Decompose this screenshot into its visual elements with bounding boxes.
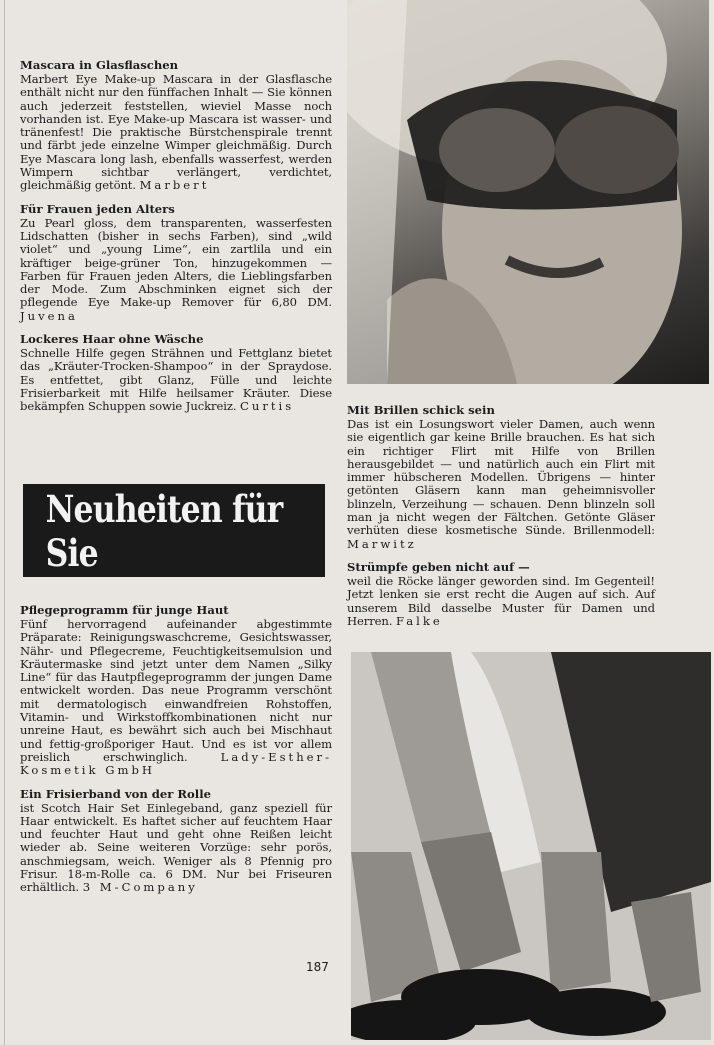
- article-title: Ein Frisierband von der Rolle: [20, 786, 211, 801]
- article-body: ist Scotch Hair Set Einlegeband, ganz speziell für Haar entwickelt. Es haftet sicher auf feuchtem Haar und feuchter Haut und geht ohne Reißen leicht wieder ab. Seine weiteren Vorzüge: sehr porös, anschmiegsam, weich. Weniger als 8 Pfennig pro Frisur. 18-m-Rolle ca. 6 DM. Nur bei Friseuren erhältlich. 3 M-Company: [20, 800, 332, 895]
- article-signature: Curtis: [240, 399, 295, 414]
- article-frauen: [20, 202, 332, 323]
- photo-illustration: [347, 0, 709, 384]
- article-body: weil die Röcke länger geworden sind. Im Gegenteil! Jetzt lenken sie erst recht die Augen auf sich. Auf unserem Bild dasselbe Muster für Damen und Herren. Falke: [347, 573, 655, 628]
- photo-woman-sunglasses: [347, 0, 709, 384]
- photo-legs-stockings: [351, 652, 711, 1040]
- article-signature: Juvena: [20, 308, 78, 323]
- article-title: Für Frauen jeden Alters: [20, 201, 175, 216]
- banner-title: Neuheiten für Sie: [45, 486, 283, 575]
- right-column: [347, 403, 655, 637]
- article-body: Das ist ein Losungswort vieler Damen, auch wenn sie eigentlich gar keine Brille brauchen. Es hat sich ein richtiger Flirt mit Hilfe von Brillen herausgebildet — und natürlich auch ein Flirt mit immer hübscheren Modellen. Übrigens — hinter getönten Gläsern kann man geheimnisvoller blinzeln, Verzeihung — schauen. Denn blinzeln soll man ja nicht wegen der Fältchen. Getönte Gläser verhüten diese kosmetische Sünde. Brillenmodell: Marwitz: [347, 417, 655, 551]
- article-title: Strümpfe geben nicht auf —: [347, 559, 530, 574]
- article-body: Schnelle Hilfe gegen Strähnen und Fettglanz bietet das „Kräuter-Trocken-Shampoo“ in der Spraydose. Es entfettet, gibt Glanz, Fülle und leichte Frisierbarkeit mit Hilfe heilsamer Kräuter. Diese bekämpfen Schuppen sowie Juckreiz. Curtis: [20, 346, 332, 414]
- article-haar: [20, 332, 332, 413]
- left-column-lower: [20, 603, 332, 904]
- page-edge: [4, 0, 5, 1045]
- article-body: Marbert Eye Make-up Mascara in der Glasflasche enthält nicht nur den fünffachen Inhalt — Sie können auch jederzeit feststellen, wieviel Masse noch vorhanden ist. Eye Make-up Mascara ist wasser- und tränenfest! Die praktische Bürstchenspirale trennt und färbt jede einzelne Wimper gleichmäßig. Durch Eye Mascara long lash, ebenfalls wasserfest, werden Wimpern sichtbar verlängert, verdichtet, gleichmäßig getönt. Marbert: [20, 72, 332, 193]
- article-pflege: [20, 603, 332, 778]
- article-body: Zu Pearl gloss, dem transparenten, wasserfesten Lidschatten (bisher in sechs Farben), sind „wild violet“ und „young Lime“, ein zartlila und ein kräftiger beige-grüner Ton, hinzugekommen — Farben für Frauen jeden Alters, die Lieblingsfarben der Mode. Zum Abschminken eignet sich der pflegende Eye Make-up Remover für 6,80 DM. Juvena: [20, 215, 332, 323]
- article-body: Fünf hervorragend aufeinander abgestimmte Präparate: Reinigungswaschcreme, Gesichtswasser, Nähr- und Pflegecreme, Feuchtigkeitsemulsion und Kräutermaske sind jetzt unter dem Namen „Silky Line“ für das Hautpflegeprogramm der jungen Dame entwickelt worden. Das neue Programm verschönt mit dermatologisch einwandfreien Rohstoffen, Vitamin- und Wirkstoffkombinationen nicht nur unreine Haut, es bewährt sich auch bei Mischhaut und fettig-großporiger Haut. Und es ist vor allem preislich erschwinglich. Lady-Esther-Kosmetik GmbH: [20, 617, 332, 778]
- article-signature: Marbert: [139, 178, 210, 193]
- article-frisierband: [20, 787, 332, 895]
- article-signature: 3 M-Company: [82, 880, 198, 895]
- photo-illustration: [351, 652, 711, 1040]
- article-signature: Falke: [395, 613, 443, 628]
- article-struempfe: [347, 560, 655, 628]
- section-banner: [23, 484, 325, 577]
- article-title: Lockeres Haar ohne Wäsche: [20, 332, 204, 347]
- article-signature: Lady-Esther-Kosmetik GmbH: [20, 749, 332, 778]
- article-title: Pflegeprogramm für junge Haut: [20, 603, 229, 617]
- left-column: [20, 58, 332, 423]
- page-number: 187: [306, 960, 329, 974]
- article-mascara: [20, 58, 332, 193]
- article-signature: Marwitz: [347, 536, 417, 551]
- article-brillen: [347, 403, 655, 551]
- article-title: Mascara in Glasflaschen: [20, 58, 179, 72]
- article-title: Mit Brillen schick sein: [347, 403, 495, 417]
